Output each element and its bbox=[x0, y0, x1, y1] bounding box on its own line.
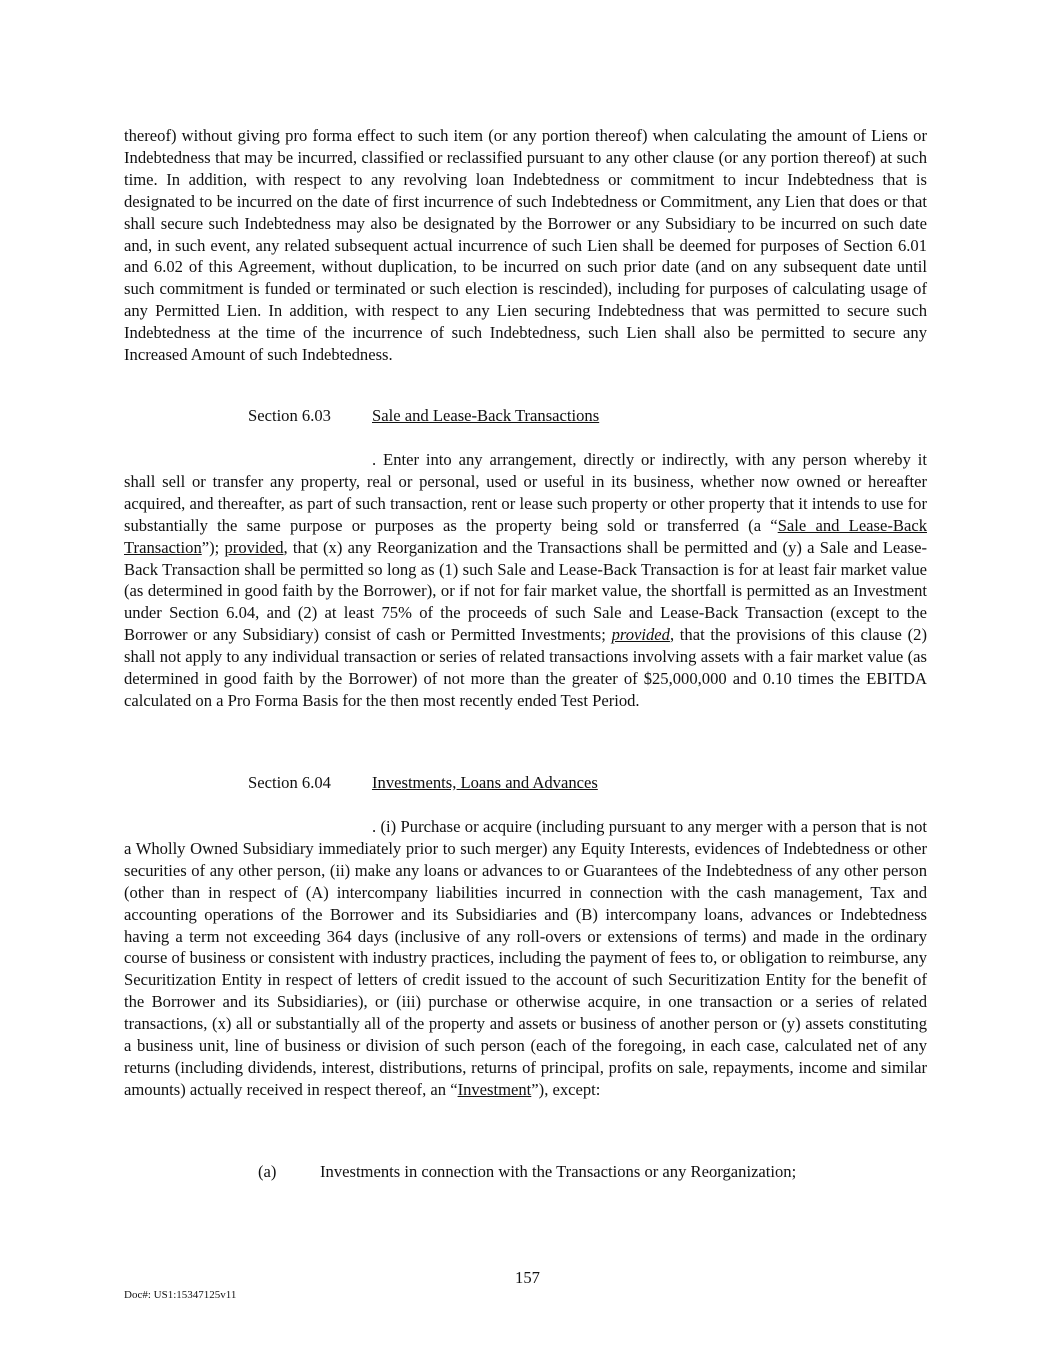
section-title: Sale and Lease-Back Transactions bbox=[372, 406, 600, 425]
list-item-marker: (a) bbox=[258, 1162, 277, 1181]
list-item-text: Investments in connection with the Transactions or any Reorganization; bbox=[320, 1162, 797, 1181]
section-number: Section 6.03 bbox=[248, 406, 331, 425]
page-number: 157 bbox=[515, 1268, 540, 1287]
section-text: ”), except: bbox=[531, 1079, 601, 1099]
section-6-04-body bbox=[124, 816, 927, 1101]
section-6-03-heading bbox=[248, 405, 599, 427]
paragraph-text: thereof) without giving pro forma effect to such item (or any portion thereof) when calculating the amount of Liens or Indebtedness that may be incurred, classified or reclassified pursuant to any other clause (or any portion thereof) at such time. In addition, with respect to any revolving loan Indebtedness or commitment to incur Indebtedness that is designated to be incurred on the date of first incurrence of such Indebtedness or Commitment, any Lien that does or that shall secure such Indebtedness may also be designated by the Borrower or any Subsidiary to be incurred on such date and, in such event, any related subsequent actual incurrence of such Lien shall be deemed for purposes of Section 6.01 and 6.02 of this Agreement, without duplication, to be incurred on such prior date (and on any subsequent date until such commitment is funded or terminated or such election is rescinded), including for purposes of calculating usage of any Permitted Lien. In addition, with respect to any Lien securing Indebtedness that was permitted to secure such Indebtedness at the time of the incurrence of such Indebtedness, such Lien shall also be permitted to secure any Increased Amount of such Indebtedness. bbox=[124, 126, 927, 365]
section-title: Investments, Loans and Advances bbox=[372, 773, 598, 792]
section-6-04-heading bbox=[248, 772, 598, 794]
defined-term: Investment bbox=[457, 1079, 532, 1099]
section-text: , that the provisions of this clause (2) shall not apply to any individual transaction or series of related transactions involving assets with a fair market value (as determined in good faith by the Borrower) of not more than the greater of $25,000,000 and 0.10 times the EBITDA calculated on a Pro Forma Basis for the then most recently ended Test Period. bbox=[124, 625, 927, 710]
defined-term: Sale and Lease-Back Transaction bbox=[124, 515, 927, 557]
provided-term: provided bbox=[224, 537, 284, 557]
list-item-a bbox=[258, 1161, 796, 1183]
section-text: , that (x) any Reorganization and the Transactions shall be permitted and (y) a Sale and Lease-Back Transaction shall be permitted so long as (1) such Sale and Lease-Back Transaction is for at least fair market value (as determined in good faith by the Borrower), or if not for fair market value, the shortfall is permitted as an Investment under Section 6.04, and (2) at least 75% of the proceeds of such Sale and Lease-Back Transaction (except to the Borrower or any Subsidiary) consist of cash or Permitted Investments; bbox=[124, 537, 927, 645]
section-text: ”); bbox=[201, 537, 225, 557]
paragraph-lien-indebtedness bbox=[124, 125, 927, 366]
section-6-03-body bbox=[124, 449, 927, 712]
section-number: Section 6.04 bbox=[248, 773, 331, 792]
document-id-footer: Doc#: US1:15347125v11 bbox=[124, 1289, 237, 1301]
section-text: . Enter into any arrangement, directly or indirectly, with any person whereby it shall sell or transfer any property, real or personal, used or useful in its business, whether now owned or hereafter acquired, and thereafter, as part of such transaction, rent or lease such property or other property that it intends to use for substantially the same purpose or purposes as the property being sold or transferred (a “ bbox=[124, 450, 927, 535]
provided-term-italic: provided bbox=[611, 625, 670, 645]
section-text: . (i) Purchase or acquire (including pursuant to any merger with a person that is not a Wholly Owned Subsidiary immediately prior to such merger) any Equity Interests, evidences of Indebtedness or other securities of any other person, (ii) make any loans or advances to or Guarantees of the Indebtedness of any other person (other than in respect of (A) intercompany liabilities incurred in connection with the cash management, Tax and accounting operations of the Borrower and its Subsidiaries and (B) intercompany loans, advances or Indebtedness having a term not exceeding 364 days (inclusive of any roll-overs or extensions of terms) and made in the ordinary course of business or consistent with industry practices, including the payment of fees to, or obligation to reimburse, any Securitization Entity in respect of letters of credit issued to the account of such Securitization Entity for the benefit of the Borrower and its Subsidiaries), or (iii) purchase or otherwise acquire, in one transaction or a series of related transactions, (x) all or substantially all of the property and assets or business of another person or (y) assets constituting a business unit, line of business or division of such person (each of the foregoing, in each case, calculated net of any returns (including dividends, interest, distributions, returns of principal, profits on sale, repayments, income and similar amounts) actually received in respect thereof, an “ bbox=[124, 817, 927, 1099]
